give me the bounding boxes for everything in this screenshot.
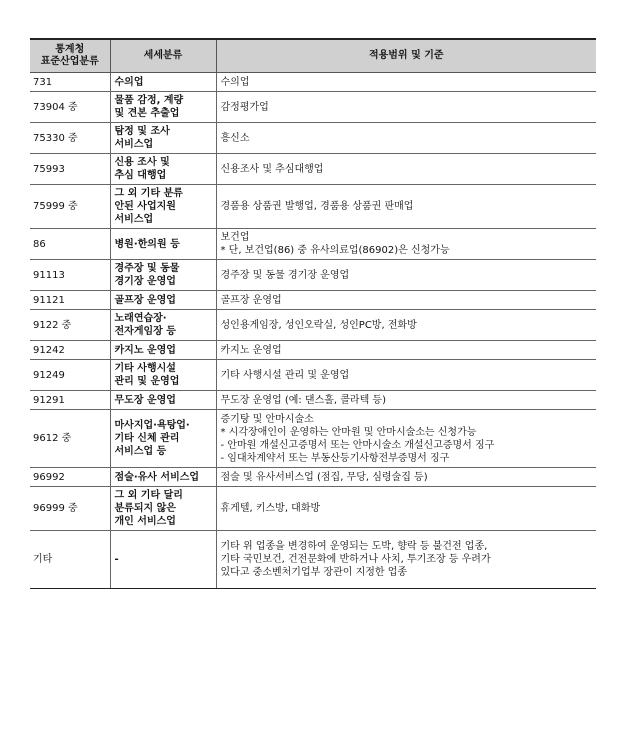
subclass-line: 전자게임장 등 [114, 326, 176, 337]
industry-code-cell: 96999 중 [30, 487, 110, 531]
scope-cell [216, 391, 596, 410]
subclass-cell [110, 341, 216, 360]
scope-line: 수의업 [220, 76, 250, 88]
subclass-line: 기타 신체 관리 [114, 433, 180, 444]
scope-line: 카지노 운영업 [220, 344, 282, 356]
subclass-cell [110, 154, 216, 185]
scope-line: 흥신소 [220, 132, 250, 144]
subclass-line: 탐정 및 조사 [114, 126, 170, 137]
table-row [30, 531, 596, 589]
industry-code-cell: 75993 [30, 154, 110, 185]
industry-code-cell: 91113 [30, 260, 110, 291]
scope-cell [216, 260, 596, 291]
scope-cell [216, 487, 596, 531]
subclass-line: 경기장 운영업 [114, 276, 176, 287]
subclass-cell [110, 185, 216, 229]
table-row [30, 468, 596, 487]
scope-line: * 시각장애인이 운영하는 안마원 및 안마시술소는 신청가능 [220, 426, 477, 438]
scope-cell [216, 531, 596, 589]
table-row [30, 341, 596, 360]
scope-line: - 안마원 개설신고증명서 또는 안마시술소 개설신고증명서 징구 [220, 439, 495, 451]
industry-code-cell: 91121 [30, 291, 110, 310]
industry-code-cell: 기타 [30, 531, 110, 589]
table-row [30, 185, 596, 229]
header-industry-code [30, 39, 110, 73]
subclass-line: 점술·유사 서비스업 [114, 471, 200, 483]
subclass-line: - [114, 554, 119, 565]
scope-cell [216, 185, 596, 229]
subclass-line: 수의업 [114, 76, 144, 88]
table-row [30, 391, 596, 410]
subclass-cell [110, 123, 216, 154]
scope-line: 기타 위 업종을 변경하여 운영되는 도박, 향락 등 불건전 업종, [220, 541, 488, 552]
subclass-line: 신용 조사 및 [114, 157, 170, 168]
industry-code-cell: 86 [30, 229, 110, 260]
subclass-line: 무도장 운영업 [114, 394, 176, 406]
subclass-line: 그 외 기타 달리 [114, 490, 183, 501]
scope-cell [216, 154, 596, 185]
scope-cell [216, 341, 596, 360]
industry-code-cell: 9122 중 [30, 310, 110, 341]
subclass-cell [110, 260, 216, 291]
subclass-line: 안된 사업지원 [114, 201, 176, 212]
subclass-line: 분류되지 않은 [114, 503, 176, 514]
subclass-line: 병원·한의원 등 [114, 238, 180, 250]
header-line: 표준산업분류 [40, 56, 99, 67]
scope-line: 있다고 중소벤처기업부 장관이 지정한 업종 [220, 567, 408, 578]
scope-line: - 임대차계약서 또는 부동산등기사항전부증명서 징구 [220, 452, 450, 464]
subclass-line: 서비스업 [114, 214, 154, 225]
scope-line: 증기탕 및 안마시술소 [220, 413, 314, 425]
header-scope: 적용범위 및 기준 [216, 39, 596, 73]
scope-cell [216, 468, 596, 487]
table-row [30, 123, 596, 154]
subclass-line: 추심 대행업 [114, 170, 167, 181]
table-row [30, 410, 596, 468]
subclass-cell [110, 291, 216, 310]
industry-code-cell: 91242 [30, 341, 110, 360]
scope-line: 경주장 및 동물 경기장 운영업 [220, 269, 350, 281]
header-line: 통계청 [55, 44, 85, 55]
scope-line: 신용조사 및 추심대행업 [220, 163, 324, 175]
scope-line: 점술 및 유사서비스업 (점집, 무당, 심령술집 등) [220, 471, 428, 483]
scope-line: 무도장 운영업 (예: 댄스홀, 콜라텍 등) [220, 394, 386, 406]
industry-code-cell: 91291 [30, 391, 110, 410]
table-header-row [30, 39, 596, 73]
scope-line: 경품용 상품권 발행업, 경품용 상품권 판매업 [220, 201, 414, 212]
table-row [30, 154, 596, 185]
industry-code-cell: 731 [30, 73, 110, 92]
scope-line: 보건업 [220, 232, 250, 243]
scope-cell [216, 92, 596, 123]
scope-line: * 단, 보건업(86) 중 유사의료업(86902)은 신청가능 [220, 245, 450, 256]
subclass-line: 경주장 및 동물 [114, 263, 180, 274]
subclass-cell [110, 360, 216, 391]
subclass-cell [110, 468, 216, 487]
scope-line: 감정평가업 [220, 101, 269, 113]
table-row [30, 360, 596, 391]
subclass-line: 관리 및 운영업 [114, 376, 180, 387]
scope-cell [216, 229, 596, 260]
scope-cell [216, 291, 596, 310]
scope-line: 골프장 운영업 [220, 294, 282, 306]
scope-line: 기타 사행시설 관리 및 운영업 [220, 369, 350, 381]
industry-code-cell: 96992 [30, 468, 110, 487]
subclass-line: 서비스업 등 [114, 446, 167, 457]
table-row [30, 291, 596, 310]
scope-line: 기타 국민보건, 건전문화에 반하거나 사치, 투기조장 등 우려가 [220, 554, 491, 565]
subclass-line: 기타 사행시설 [114, 363, 176, 374]
subclass-line: 골프장 운영업 [114, 294, 176, 306]
subclass-line: 그 외 기타 분류 [114, 188, 183, 199]
subclass-cell [110, 410, 216, 468]
table-row [30, 229, 596, 260]
subclass-cell [110, 310, 216, 341]
scope-cell [216, 360, 596, 391]
scope-line: 휴게텔, 키스방, 대화방 [220, 503, 321, 514]
scope-cell [216, 410, 596, 468]
industry-code-cell: 91249 [30, 360, 110, 391]
industry-code-cell: 75330 중 [30, 123, 110, 154]
table-row [30, 487, 596, 531]
subclass-cell [110, 229, 216, 260]
subclass-line: 개인 서비스업 [114, 516, 176, 527]
table-row [30, 73, 596, 92]
table-row [30, 260, 596, 291]
scope-cell [216, 123, 596, 154]
scope-cell [216, 310, 596, 341]
subclass-cell [110, 92, 216, 123]
industry-code-cell: 73904 중 [30, 92, 110, 123]
subclass-line: 및 견본 추출업 [114, 108, 180, 119]
subclass-cell [110, 391, 216, 410]
scope-line: 성인용게임장, 성인오락실, 성인PC방, 전화방 [220, 319, 417, 331]
table-row [30, 92, 596, 123]
table-row [30, 310, 596, 341]
subclass-line: 노래연습장· [114, 313, 167, 324]
subclass-cell [110, 531, 216, 589]
subclass-cell [110, 487, 216, 531]
header-subclass: 세세분류 [110, 39, 216, 73]
subclass-line: 마사지업·욕탕업· [114, 420, 190, 431]
subclass-line: 물품 감정, 계량 [114, 95, 184, 106]
subclass-line: 서비스업 [114, 139, 154, 150]
subclass-cell [110, 73, 216, 92]
scope-cell [216, 73, 596, 92]
industry-code-cell: 75999 중 [30, 185, 110, 229]
industry-code-cell: 9612 중 [30, 410, 110, 468]
subclass-line: 카지노 운영업 [114, 344, 176, 356]
industry-exclusion-table [30, 38, 596, 589]
